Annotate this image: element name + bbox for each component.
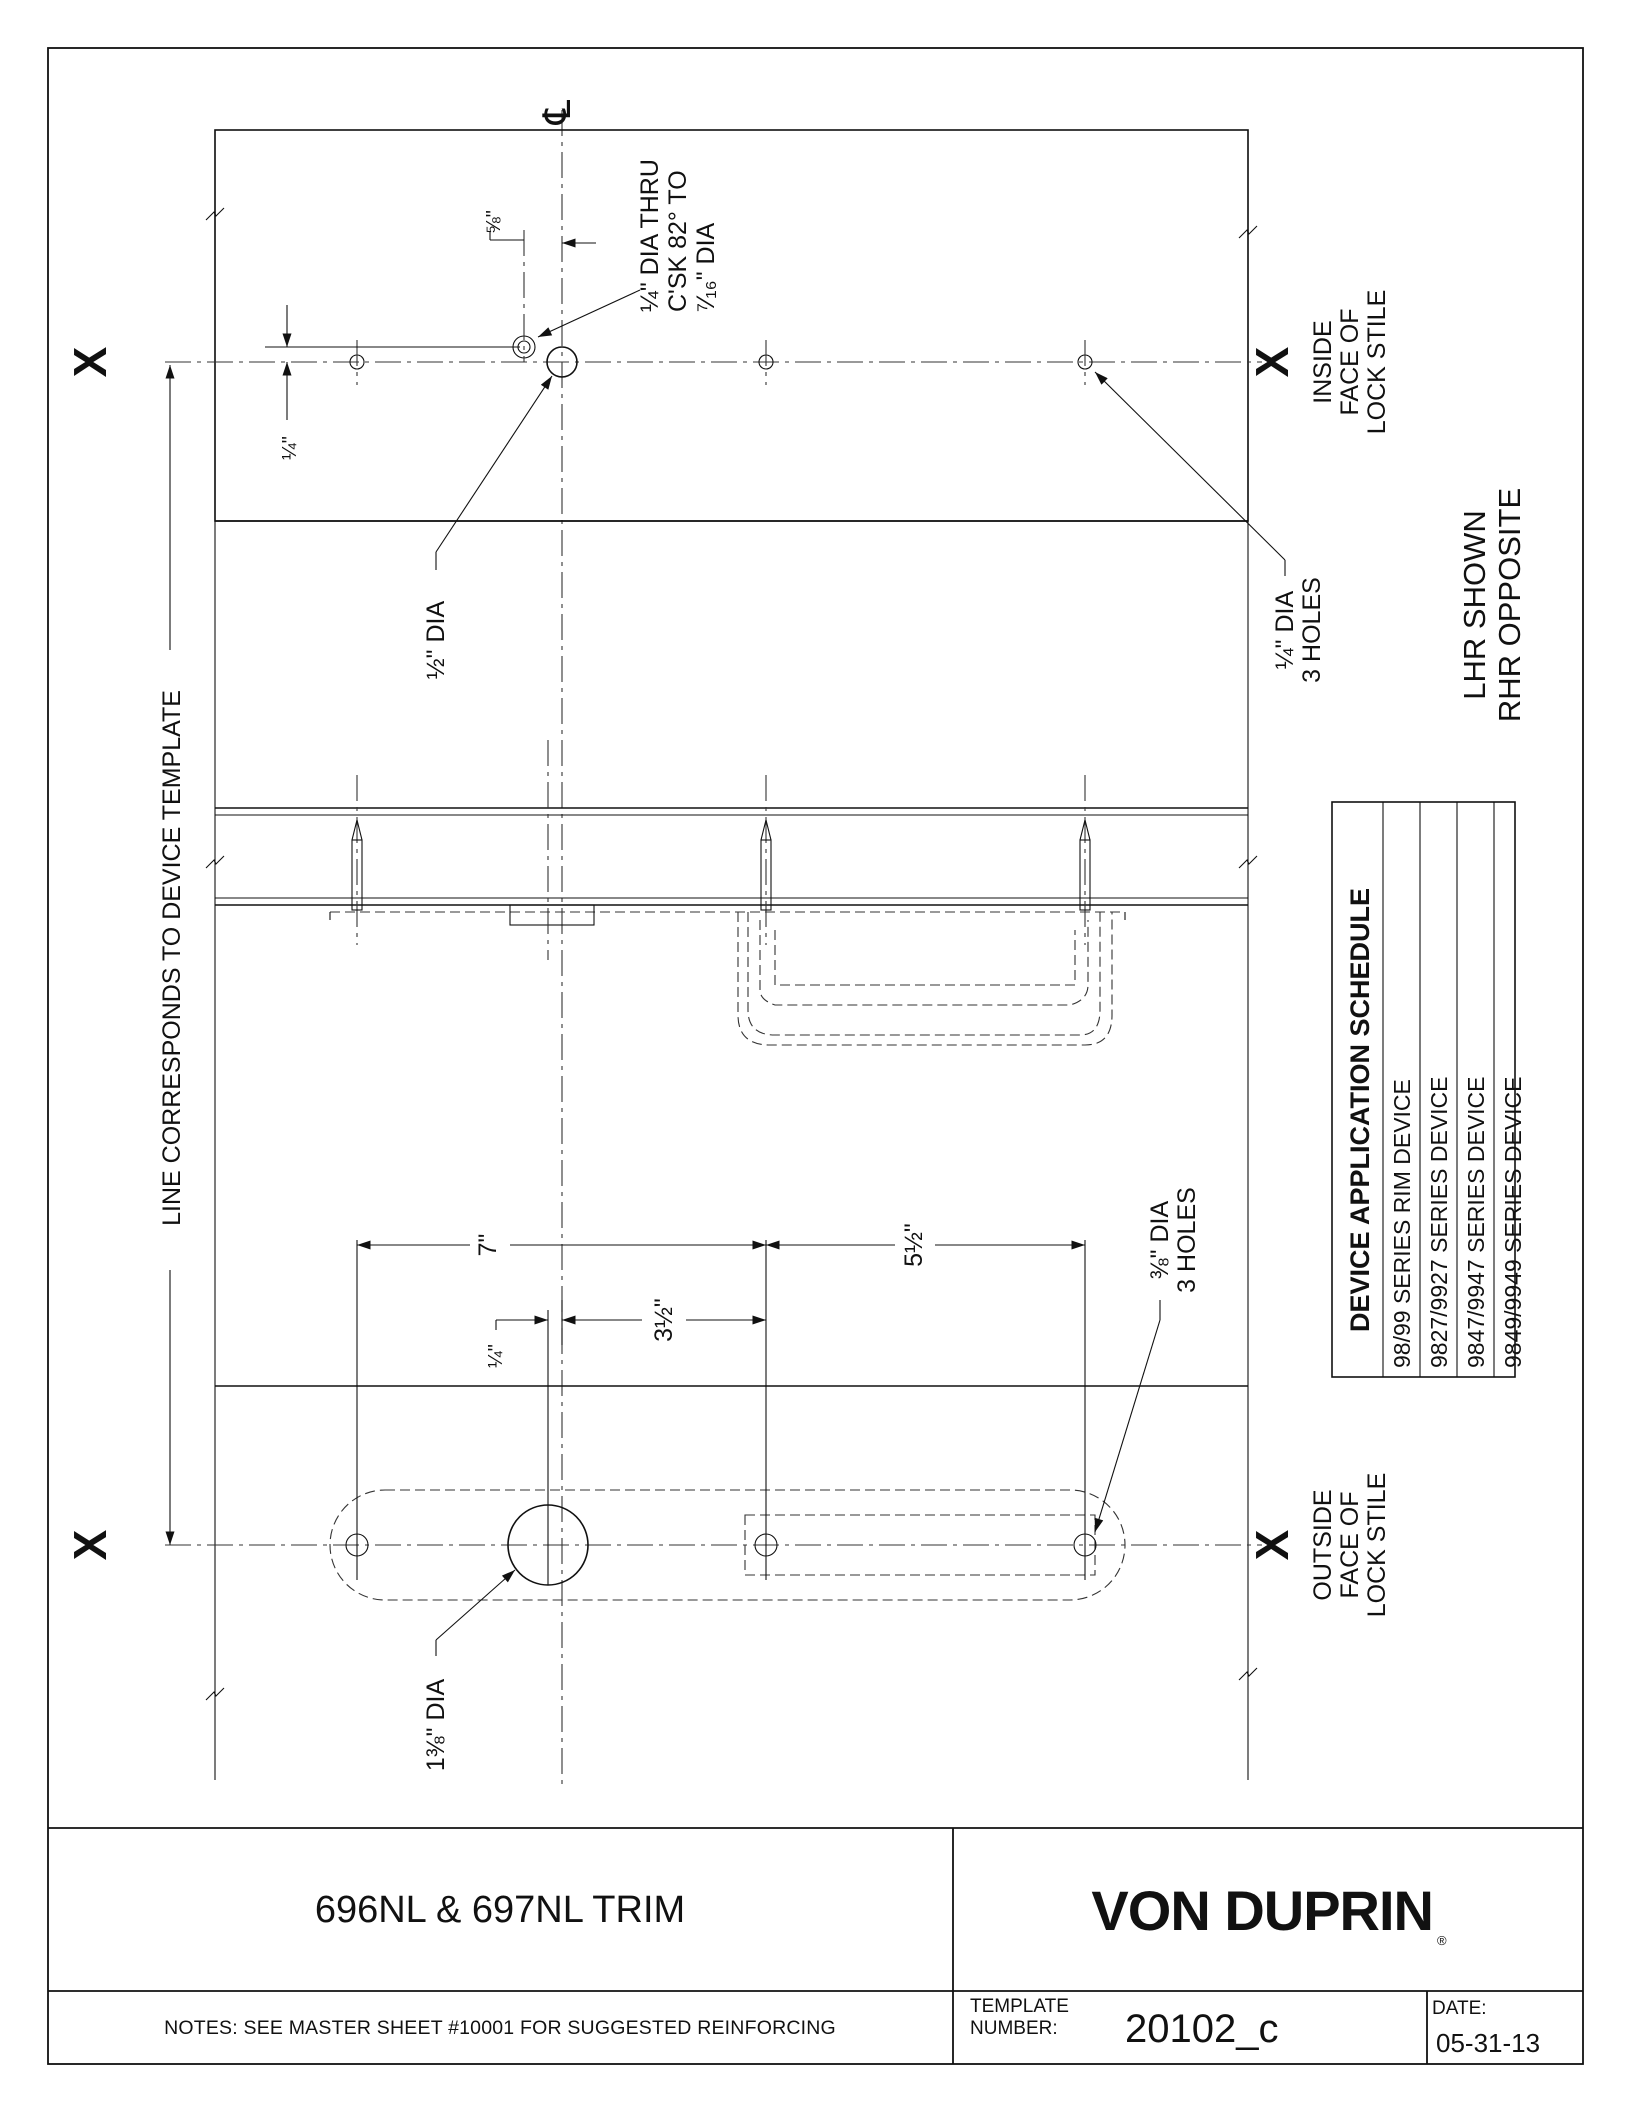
svg-text:C'SK 82° TO: C'SK 82° TO xyxy=(664,170,692,312)
template-label-line2: NUMBER: xyxy=(970,2018,1058,2039)
svg-text:FACE OF: FACE OF xyxy=(1336,1491,1364,1599)
schedule-row-3: 9847/9947 SERIES DEVICE xyxy=(1463,1076,1489,1368)
svg-text:LOCK STILE: LOCK STILE xyxy=(1363,289,1391,435)
half-dia-leader xyxy=(436,376,552,552)
dim-5-8-label: ⅝" xyxy=(483,210,505,234)
svg-text:OUTSIDE: OUTSIDE xyxy=(1309,1489,1337,1601)
countersink-leader xyxy=(538,290,640,337)
svg-text:FACE OF: FACE OF xyxy=(1336,308,1364,416)
inside-face-note xyxy=(1309,290,1391,435)
brand-name: VON DUPRIN xyxy=(1091,1878,1433,1942)
date-label xyxy=(1432,1996,1572,2022)
stile-edges xyxy=(206,130,1257,1780)
inside-plate-view xyxy=(165,130,1262,521)
dim-1-4-bottom-label: ¼" xyxy=(485,1344,507,1368)
svg-text:LOCK STILE: LOCK STILE xyxy=(1363,1472,1391,1618)
svg-text:⅜" DIA: ⅜" DIA xyxy=(1146,1200,1174,1280)
template-number-value: 20102_c xyxy=(1125,2006,1279,2051)
svg-text:3 HOLES: 3 HOLES xyxy=(1298,577,1326,683)
dim-7-label: 7" xyxy=(474,1233,502,1257)
drawing-title-text: 696NL & 697NL TRIM xyxy=(314,1888,686,1931)
brand-logo xyxy=(955,1830,1583,1990)
registered-mark: ® xyxy=(1437,1933,1447,1948)
dim-3-1-2-label: 3½" xyxy=(650,1298,678,1342)
dim-3-1-2-and-1-4 xyxy=(496,1300,766,1345)
side-section-view xyxy=(215,740,1248,1045)
template-number-label xyxy=(970,1996,1110,2060)
drawing-title xyxy=(48,1830,952,1990)
centerline-symbol: ℄ xyxy=(537,99,579,125)
half-dia-note: ½" DIA xyxy=(422,600,450,680)
date xyxy=(1436,2024,1576,2062)
three-holes-top-leader xyxy=(1095,372,1285,560)
schedule-row-1: 98/99 SERIES RIM DEVICE xyxy=(1389,1079,1415,1368)
notes-text: NOTES: SEE MASTER SHEET #10001 FOR SUGGESTED REINFORCING xyxy=(164,2016,836,2039)
three-holes-bottom-note xyxy=(1146,1187,1201,1293)
date-label-text: DATE: xyxy=(1432,1998,1487,2019)
notes xyxy=(48,1992,952,2064)
device-template-note: LINE CORRESPONDS TO DEVICE TEMPLATE xyxy=(158,690,186,1226)
schedule-title: DEVICE APPLICATION SCHEDULE xyxy=(1345,887,1375,1332)
svg-text:LHR SHOWN: LHR SHOWN xyxy=(1457,510,1492,700)
svg-text:¼" DIA THRU: ¼" DIA THRU xyxy=(636,159,664,312)
template-number xyxy=(1125,1994,1425,2064)
svg-text:3 HOLES: 3 HOLES xyxy=(1173,1187,1201,1293)
dim-7-and-5-1-2 xyxy=(357,1225,1085,1265)
cyl-dia-leader xyxy=(436,1570,515,1640)
dim-5-8 xyxy=(490,232,596,243)
datum-x-inside-left: X xyxy=(64,346,116,378)
datum-x-outside-left: X xyxy=(64,1529,116,1561)
outside-plate-view xyxy=(165,1240,1262,1600)
schedule-row-4: 9849/9949 SERIES DEVICE xyxy=(1500,1076,1526,1368)
outside-face-note xyxy=(1309,1473,1391,1618)
svg-text:RHR OPPOSITE: RHR OPPOSITE xyxy=(1492,487,1527,723)
cyl-dia-note: 1⅜" DIA xyxy=(422,1678,450,1772)
template-label-line1: TEMPLATE xyxy=(970,1996,1069,2017)
svg-text:INSIDE: INSIDE xyxy=(1309,320,1337,404)
dim-5-1-2-label: 5½" xyxy=(900,1223,928,1267)
date-value-text: 05-31-13 xyxy=(1436,2027,1541,2058)
schedule-row-2: 9827/9927 SERIES DEVICE xyxy=(1426,1076,1452,1368)
svg-text:¼" DIA: ¼" DIA xyxy=(1271,590,1299,670)
dim-1-4-top-label: ¼" xyxy=(279,436,301,460)
three-holes-top-note xyxy=(1271,577,1326,683)
datum-x-inside-right: X xyxy=(1246,346,1298,378)
svg-text:⁷⁄₁₆" DIA: ⁷⁄₁₆" DIA xyxy=(692,222,720,312)
hand-note xyxy=(1457,488,1527,722)
three-holes-bottom-leader xyxy=(1095,1320,1160,1532)
countersink-note xyxy=(636,159,720,312)
datum-x-outside-right: X xyxy=(1246,1529,1298,1561)
